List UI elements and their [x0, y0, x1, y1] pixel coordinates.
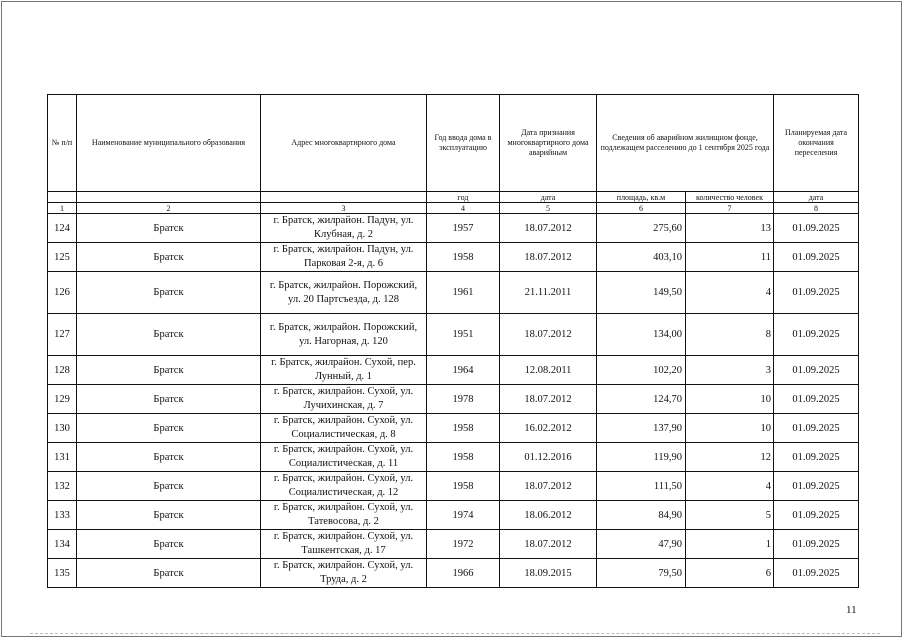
- cell-year: 1958: [427, 414, 500, 443]
- cell-row-number: 130: [48, 414, 77, 443]
- column-number: 2: [77, 203, 261, 214]
- cell-municipality: Братск: [77, 472, 261, 501]
- cell-municipality: Братск: [77, 530, 261, 559]
- header-row: [48, 95, 859, 192]
- cell-people: 4: [686, 272, 774, 314]
- header-housing-info: Сведения об аварийном жилищном фонде, подлежащем расселению до 1 сентября 2025 года: [597, 95, 774, 192]
- table-row: [48, 385, 859, 414]
- cell-planned-date: 01.09.2025: [774, 243, 859, 272]
- cell-row-number: 131: [48, 443, 77, 472]
- cell-address: г. Братск, жилрайон. Сухой, ул. Социалистическая, д. 8: [261, 414, 427, 443]
- cell-recognition-date: 18.07.2012: [500, 472, 597, 501]
- cell-municipality: Братск: [77, 214, 261, 243]
- table-row: [48, 559, 859, 588]
- cell-address: г. Братск, жилрайон. Сухой, ул. Социалистическая, д. 11: [261, 443, 427, 472]
- cell-recognition-date: 18.09.2015: [500, 559, 597, 588]
- cell-address: г. Братск, жилрайон. Сухой, ул. Социалистическая, д. 12: [261, 472, 427, 501]
- cell-people: 12: [686, 443, 774, 472]
- cell-year: 1964: [427, 356, 500, 385]
- cell-planned-date: 01.09.2025: [774, 272, 859, 314]
- cell-planned-date: 01.09.2025: [774, 314, 859, 356]
- cell-year: 1978: [427, 385, 500, 414]
- cell-planned-date: 01.09.2025: [774, 385, 859, 414]
- table-row: [48, 414, 859, 443]
- cell-people: 11: [686, 243, 774, 272]
- cell-municipality: Братск: [77, 272, 261, 314]
- header-year: Год ввода дома в эксплуатацию: [427, 95, 500, 192]
- cell-year: 1951: [427, 314, 500, 356]
- cell-address: г. Братск, жилрайон. Сухой, ул. Труда, д. 2: [261, 559, 427, 588]
- column-numbers-row: [48, 203, 859, 214]
- header-num: № п/п: [48, 95, 77, 192]
- table-row: [48, 356, 859, 385]
- table-row: [48, 272, 859, 314]
- cell-recognition-date: 16.02.2012: [500, 414, 597, 443]
- cell-recognition-date: 18.07.2012: [500, 385, 597, 414]
- cell-municipality: Братск: [77, 414, 261, 443]
- cell-recognition-date: 18.07.2012: [500, 243, 597, 272]
- cell-address: г. Братск, жилрайон. Падун, ул. Клубная, д. 2: [261, 214, 427, 243]
- cell-recognition-date: 01.12.2016: [500, 443, 597, 472]
- column-number: 8: [774, 203, 859, 214]
- units-area: площадь, кв.м: [597, 192, 686, 203]
- units-date: дата: [500, 192, 597, 203]
- table-row: [48, 501, 859, 530]
- cell-area: 84,90: [597, 501, 686, 530]
- table-row: [48, 314, 859, 356]
- cell-recognition-date: 21.11.2011: [500, 272, 597, 314]
- cell-year: 1958: [427, 443, 500, 472]
- cell-people: 6: [686, 559, 774, 588]
- cell-recognition-date: 12.08.2011: [500, 356, 597, 385]
- cell-year: 1958: [427, 472, 500, 501]
- cell-municipality: Братск: [77, 385, 261, 414]
- cell-area: 111,50: [597, 472, 686, 501]
- cell-row-number: 127: [48, 314, 77, 356]
- cell-row-number: 125: [48, 243, 77, 272]
- table-row: [48, 443, 859, 472]
- cell-row-number: 133: [48, 501, 77, 530]
- cell-recognition-date: 18.07.2012: [500, 530, 597, 559]
- cell-people: 10: [686, 385, 774, 414]
- table-body: [48, 214, 859, 588]
- table-row: [48, 214, 859, 243]
- cell-area: 102,20: [597, 356, 686, 385]
- cell-people: 8: [686, 314, 774, 356]
- cell-people: 1: [686, 530, 774, 559]
- column-number: 4: [427, 203, 500, 214]
- emergency-housing-table: [47, 94, 859, 588]
- cell-area: 134,00: [597, 314, 686, 356]
- cell-address: г. Братск, жилрайон. Порожский, ул. 20 Партсъезда, д. 128: [261, 272, 427, 314]
- header-planned-date: Планируемая дата окончания переселения: [774, 95, 859, 192]
- cell-recognition-date: 18.07.2012: [500, 314, 597, 356]
- cell-area: 149,50: [597, 272, 686, 314]
- cell-address: г. Братск, жилрайон. Сухой, ул. Ташкентская, д. 17: [261, 530, 427, 559]
- cell-area: 275,60: [597, 214, 686, 243]
- cell-municipality: Братск: [77, 314, 261, 356]
- cell-area: 119,90: [597, 443, 686, 472]
- cell-people: 13: [686, 214, 774, 243]
- cell-year: 1957: [427, 214, 500, 243]
- cell-planned-date: 01.09.2025: [774, 356, 859, 385]
- cell-planned-date: 01.09.2025: [774, 530, 859, 559]
- cell-year: 1974: [427, 501, 500, 530]
- header-recognition-date: Дата признания многоквартирного дома аварийным: [500, 95, 597, 192]
- cell-year: 1972: [427, 530, 500, 559]
- units-empty-3: [261, 192, 427, 203]
- cell-address: г. Братск, жилрайон. Порожский, ул. Нагорная, д. 120: [261, 314, 427, 356]
- column-number: 1: [48, 203, 77, 214]
- cell-planned-date: 01.09.2025: [774, 443, 859, 472]
- units-empty-1: [48, 192, 77, 203]
- cell-address: г. Братск, жилрайон. Сухой, ул. Татевосова, д. 2: [261, 501, 427, 530]
- header-address: Адрес многоквартирного дома: [261, 95, 427, 192]
- cell-people: 10: [686, 414, 774, 443]
- table-row: [48, 530, 859, 559]
- scan-artifact-line: [30, 633, 880, 634]
- units-people: количество человек: [686, 192, 774, 203]
- cell-municipality: Братск: [77, 356, 261, 385]
- cell-area: 47,90: [597, 530, 686, 559]
- cell-row-number: 128: [48, 356, 77, 385]
- cell-row-number: 124: [48, 214, 77, 243]
- cell-planned-date: 01.09.2025: [774, 559, 859, 588]
- cell-address: г. Братск, жилрайон. Падун, ул. Парковая 2-я, д. 6: [261, 243, 427, 272]
- table-row: [48, 472, 859, 501]
- cell-municipality: Братск: [77, 559, 261, 588]
- cell-address: г. Братск, жилрайон. Сухой, пер. Лунный, д. 1: [261, 356, 427, 385]
- cell-municipality: Братск: [77, 501, 261, 530]
- cell-area: 137,90: [597, 414, 686, 443]
- cell-year: 1966: [427, 559, 500, 588]
- table-row: [48, 243, 859, 272]
- cell-planned-date: 01.09.2025: [774, 214, 859, 243]
- column-number: 7: [686, 203, 774, 214]
- units-planned: дата: [774, 192, 859, 203]
- cell-area: 403,10: [597, 243, 686, 272]
- cell-area: 124,70: [597, 385, 686, 414]
- cell-address: г. Братск, жилрайон. Сухой, ул. Лучихинская, д. 7: [261, 385, 427, 414]
- cell-planned-date: 01.09.2025: [774, 414, 859, 443]
- cell-year: 1961: [427, 272, 500, 314]
- units-row: [48, 192, 859, 203]
- header-municipality: Наименование муниципального образования: [77, 95, 261, 192]
- column-number: 3: [261, 203, 427, 214]
- cell-municipality: Братск: [77, 243, 261, 272]
- column-number: 6: [597, 203, 686, 214]
- cell-area: 79,50: [597, 559, 686, 588]
- cell-row-number: 132: [48, 472, 77, 501]
- cell-year: 1958: [427, 243, 500, 272]
- units-year: год: [427, 192, 500, 203]
- cell-row-number: 129: [48, 385, 77, 414]
- cell-people: 3: [686, 356, 774, 385]
- page-number: 11: [846, 604, 857, 616]
- cell-planned-date: 01.09.2025: [774, 472, 859, 501]
- cell-planned-date: 01.09.2025: [774, 501, 859, 530]
- cell-recognition-date: 18.07.2012: [500, 214, 597, 243]
- cell-people: 5: [686, 501, 774, 530]
- cell-people: 4: [686, 472, 774, 501]
- cell-recognition-date: 18.06.2012: [500, 501, 597, 530]
- units-empty-2: [77, 192, 261, 203]
- column-number: 5: [500, 203, 597, 214]
- cell-municipality: Братск: [77, 443, 261, 472]
- cell-row-number: 134: [48, 530, 77, 559]
- cell-row-number: 126: [48, 272, 77, 314]
- cell-row-number: 135: [48, 559, 77, 588]
